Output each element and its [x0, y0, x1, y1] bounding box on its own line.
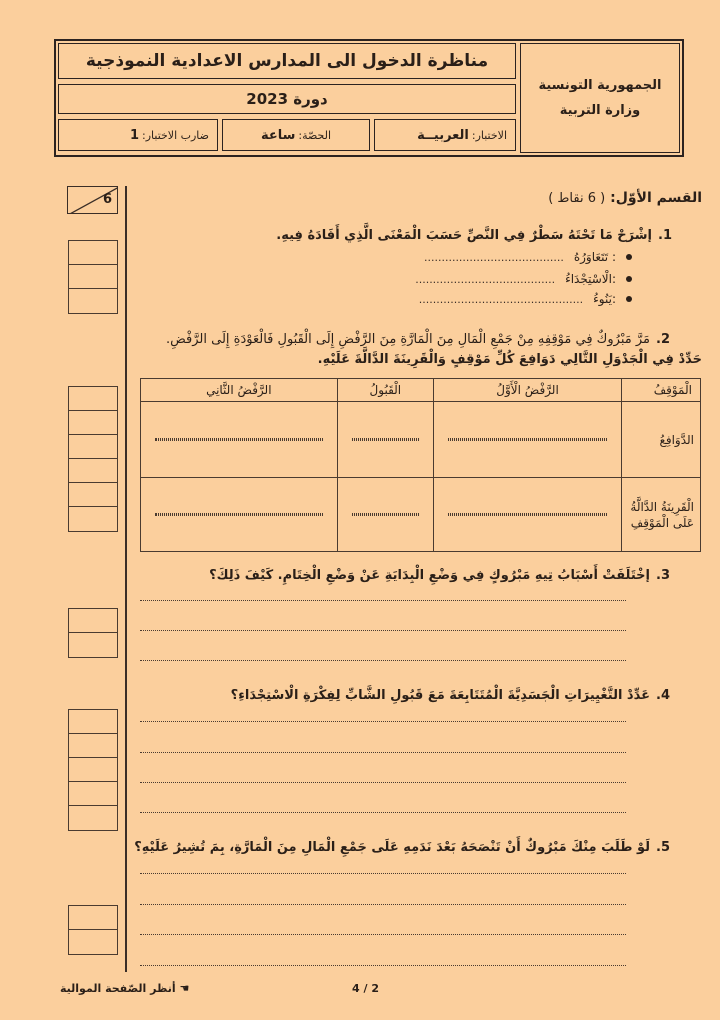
table-header: الْقَبُولُ	[337, 379, 433, 402]
margin-divider	[125, 186, 127, 972]
coefficient-value: 1	[129, 127, 139, 143]
answer-cell[interactable]	[337, 478, 433, 552]
q1-term: يَنُوءُ:	[593, 292, 616, 306]
table-header-row	[141, 379, 701, 402]
answer-cell[interactable]	[337, 402, 433, 478]
question-number: 5.	[656, 840, 670, 855]
answer-line[interactable]	[140, 752, 626, 753]
question-5	[134, 840, 670, 855]
grade-cell[interactable]	[69, 289, 117, 313]
q2-table	[140, 378, 701, 552]
answer-line[interactable]	[140, 782, 626, 783]
duration-field	[222, 119, 370, 151]
next-page-note	[60, 982, 189, 995]
section-score-box	[67, 186, 118, 214]
bullet-icon	[626, 254, 632, 260]
row-label: الْقَرِينَةُ الدَّالَّةُ عَلَى الْمَوْقِفِ	[622, 478, 701, 552]
question-text: لَوْ طَلَبَ مِنْكَ مَبْرُوكٌ أَنْ تَنْصَحَهُ بَعْدَ نَدَمِهِ عَلَى جَمْعِ الْمَالِ مِنَ الْمَارَّةِ، بِمَ تُشِيرُ عَلَيْهِ؟	[134, 840, 650, 855]
page-number: 4 / 2	[352, 982, 379, 995]
section-title-text: القسم الأوّل:	[610, 190, 702, 206]
answer-line[interactable]	[140, 721, 626, 722]
coefficient-field	[58, 119, 218, 151]
grade-cell[interactable]	[69, 906, 117, 930]
row-label: الدَّوَافِعُ	[622, 402, 701, 478]
table-header: الْمَوْقِفُ	[622, 379, 701, 402]
bullet-icon	[626, 276, 632, 282]
question-text-line2: حَدِّدْ فِي الْجَدْوَلِ التَّالِي دَوَافِعَ كُلِّ مَوْقِفٍ وَالْقَرِينَةَ الدَّالَّةَ عَلَيْهِ.	[317, 352, 702, 367]
answer-cell[interactable]	[141, 402, 338, 478]
answer-cell[interactable]	[141, 478, 338, 552]
section-title	[548, 190, 702, 206]
section-points: ( 6 نقاط )	[548, 191, 606, 206]
table-row	[141, 402, 701, 478]
answer-line[interactable]	[140, 873, 626, 874]
grade-cell[interactable]	[69, 241, 117, 265]
duration-value: ساعة	[260, 127, 296, 143]
answer-cell[interactable]	[434, 478, 622, 552]
grade-cell[interactable]	[69, 507, 117, 531]
question-2	[166, 332, 670, 347]
question-number: 2.	[656, 332, 670, 347]
ministry-name: وزارة التربية	[559, 103, 641, 118]
question-1	[276, 228, 672, 243]
answer-line[interactable]	[140, 934, 626, 935]
grade-cell[interactable]	[69, 806, 117, 830]
grade-cell[interactable]	[69, 734, 117, 758]
table-header: الرَّفْضُ الثَّانِي	[141, 379, 338, 402]
grade-boxes-q1	[68, 240, 118, 314]
question-text: إخْتَلَفَتْ أَسْبَابُ تِيهِ مَبْرُوكٍ فِي وَضْعِ الْبِدَايَةِ عَنْ وَضْعِ الْخِتَامِ. كَيْفَ ذَلِكَ؟	[209, 568, 650, 583]
question-3	[209, 568, 670, 583]
answer-line[interactable]	[140, 630, 626, 631]
q1-item-1	[424, 250, 632, 264]
grade-cell[interactable]	[69, 758, 117, 782]
question-text: إشْرَحْ مَا تَحْتَهُ سَطْرٌ فِي النَّصِّ حَسَبَ الْمَعْنَى الَّذِي أَفَادَهُ فِيهِ.	[276, 228, 652, 243]
exam-session: دورة 2023	[58, 84, 516, 114]
question-2-instruction	[318, 352, 702, 367]
q1-answer-field[interactable]: ........................................	[415, 272, 556, 286]
subject-field	[374, 119, 516, 151]
grade-cell[interactable]	[69, 609, 117, 633]
q1-term: تَتَعَاوَرُهُ :	[573, 250, 616, 264]
grade-cell[interactable]	[69, 782, 117, 806]
exam-title: مناظرة الدخول الى المدارس الاعدادية النموذجية	[58, 43, 516, 79]
question-number: 1.	[658, 228, 672, 243]
coefficient-label: ضارب الاختبار:	[142, 128, 209, 142]
exam-info-panel	[58, 43, 516, 153]
subject-label: الاختبار:	[471, 128, 507, 142]
answer-line[interactable]	[140, 812, 626, 813]
answer-line[interactable]	[140, 965, 626, 966]
q1-term: الْاسْتِجْدَاءُ:	[565, 272, 616, 286]
country-name: الجمهورية التونسية	[538, 78, 662, 93]
table-header: الرَّفْضُ الْأَوَّلُ	[434, 379, 622, 402]
grade-cell[interactable]	[69, 459, 117, 483]
grade-boxes-q3	[68, 608, 118, 658]
grade-boxes-q2	[68, 386, 118, 532]
answer-line[interactable]	[140, 660, 626, 661]
grade-boxes-q4	[68, 709, 118, 831]
question-number: 3.	[656, 568, 670, 583]
ministry-panel	[520, 43, 680, 153]
section-score-total: 6	[102, 192, 112, 207]
bullet-icon	[626, 296, 632, 302]
grade-cell[interactable]	[69, 265, 117, 289]
grade-cell[interactable]	[69, 633, 117, 657]
grade-boxes-q5	[68, 905, 118, 955]
question-number: 4.	[656, 688, 670, 703]
grade-cell[interactable]	[69, 387, 117, 411]
pointing-hand-icon: ☚	[179, 982, 190, 995]
question-4	[231, 688, 670, 703]
q1-item-3	[419, 292, 632, 306]
question-text-line1: مَرَّ مَبْرُوكٌ فِي مَوْقِفِهِ مِنْ جَمْعِ الْمَالِ مِنَ الْمَارَّةِ مِنَ الرَّفْضِ إِلَى الْقَبُولِ فَالْعَوْدَةِ إِلَى الرَّفْضِ.	[165, 332, 650, 347]
grade-cell[interactable]	[69, 411, 117, 435]
next-page-text: أنظر الصّفحة الموالية	[60, 982, 176, 995]
table-row	[141, 478, 701, 552]
subject-value: العربيــة	[417, 127, 469, 143]
grade-cell[interactable]	[69, 435, 117, 459]
grade-cell[interactable]	[69, 483, 117, 507]
answer-line[interactable]	[140, 904, 626, 905]
answer-line[interactable]	[140, 600, 626, 601]
q1-answer-field[interactable]: ...............................................	[418, 292, 584, 306]
grade-cell[interactable]	[69, 930, 117, 954]
q1-answer-field[interactable]: ........................................	[423, 250, 564, 264]
answer-cell[interactable]	[434, 402, 622, 478]
grade-cell[interactable]	[69, 710, 117, 734]
q1-item-2	[415, 272, 632, 286]
question-text: عَدِّدْ التَّغْيِيرَاتِ الْجَسَدِيَّةَ الْمُتَتَابِعَةَ مَعَ قَبُولِ الشَّابِّ لِفِكْرَةِ الْاسْتِجْدَاءِ؟	[230, 688, 650, 703]
duration-label: الحصّة:	[298, 128, 332, 142]
